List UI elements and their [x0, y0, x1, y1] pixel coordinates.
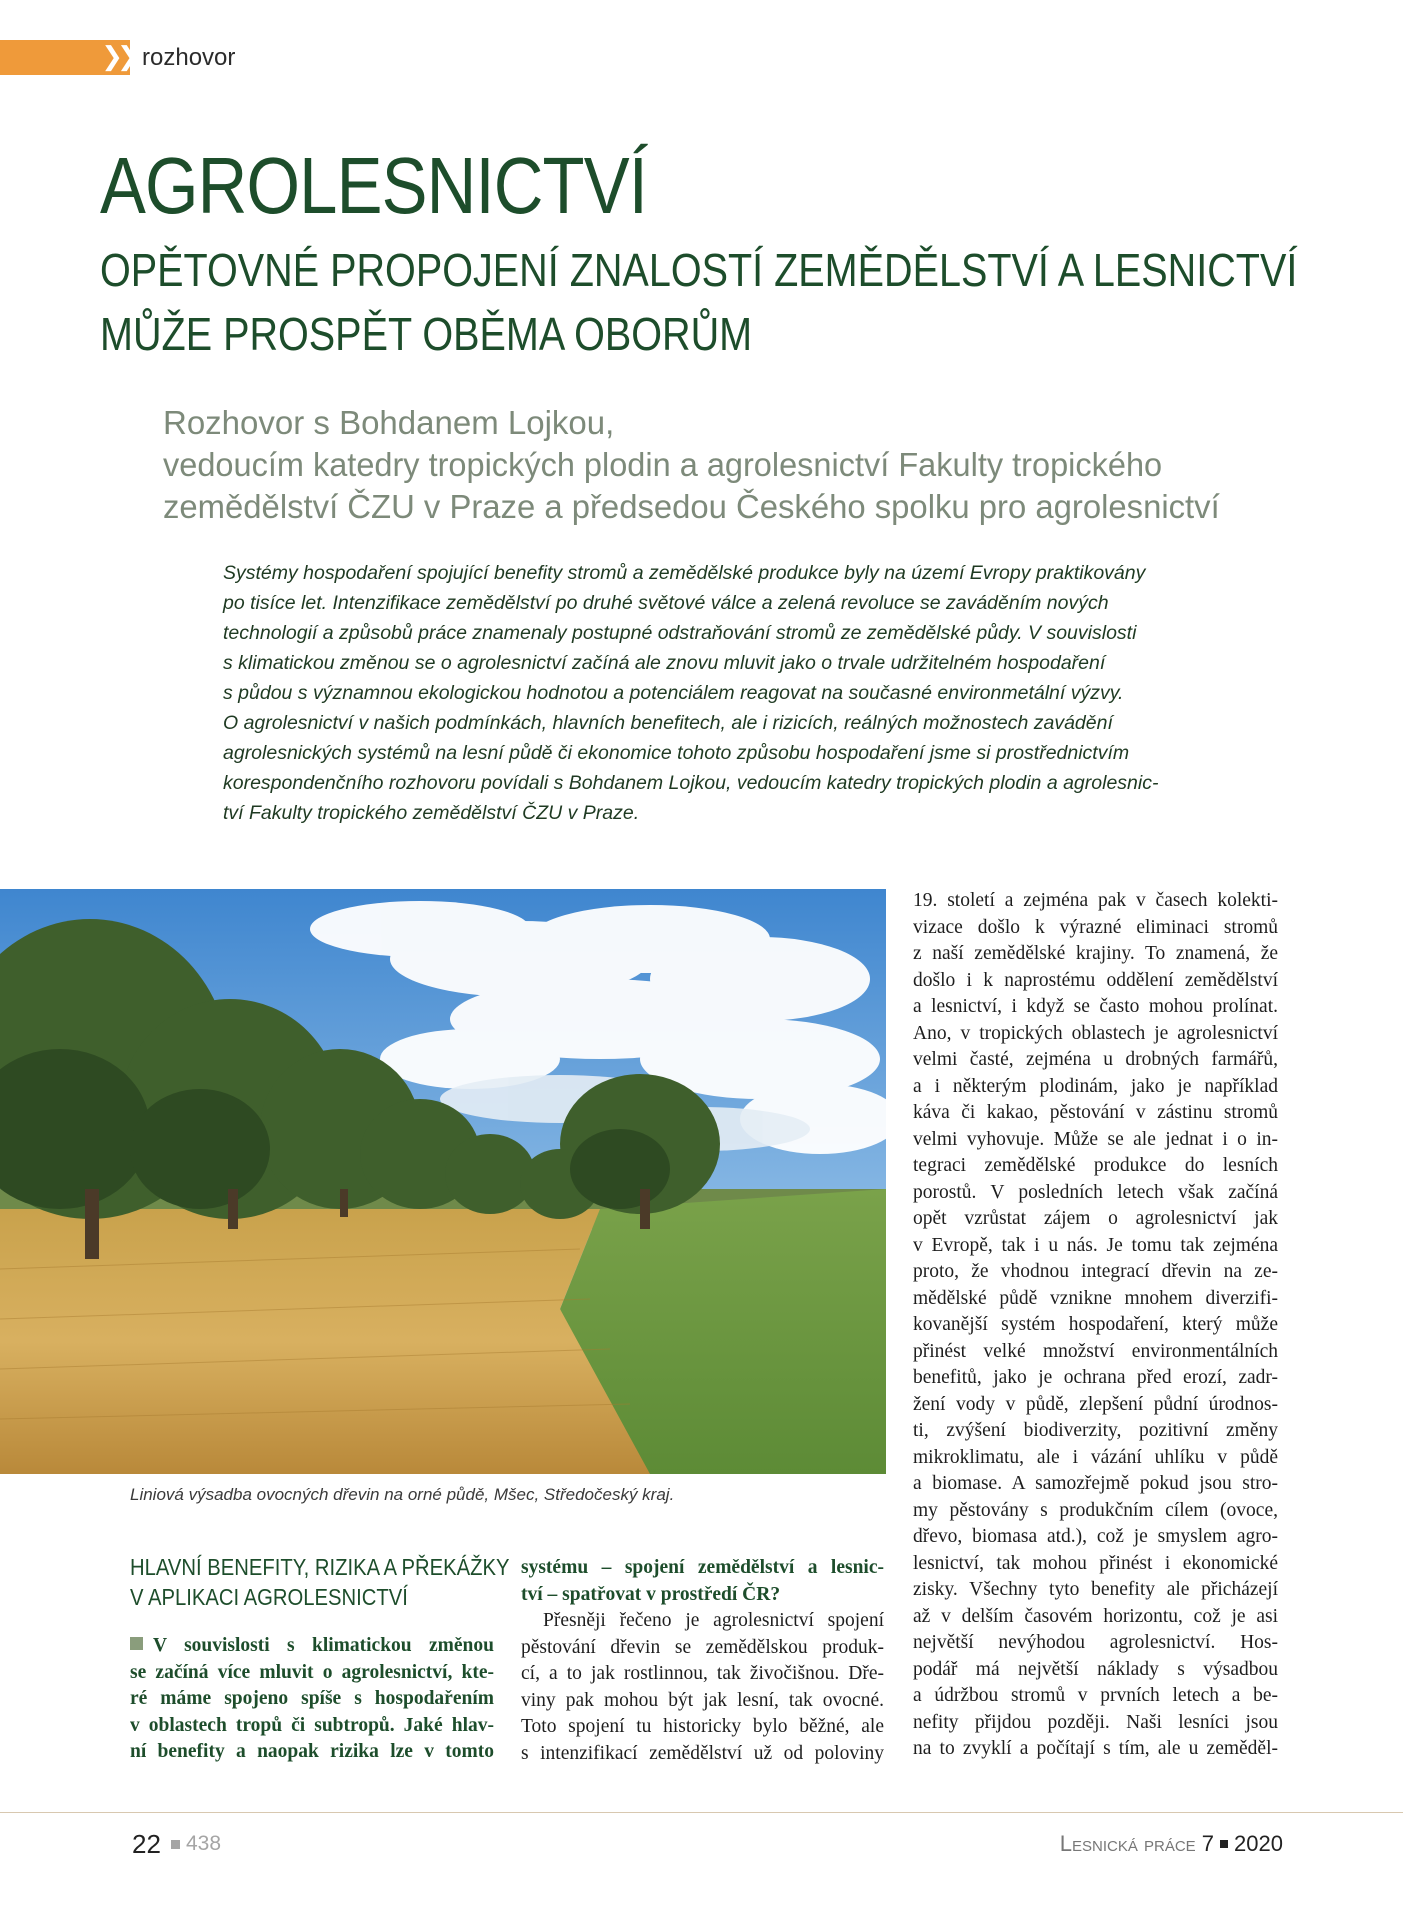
lead-line: korespondenčního rozhovoru povídali s Bohdanem Lojkou, vedoucím katedry tropických plodin a agrolesnic-	[223, 772, 1159, 794]
journal-name: Lesnická práce	[1059, 1831, 1196, 1856]
body-text-line: ti, zvýšení biodiverzity, pozitivní změny	[913, 1420, 1278, 1441]
body-text-line: nefity přijdou později. Naši lesníci jsou	[913, 1711, 1278, 1733]
body-text-line: my pěstovány s produkčním cílem (ovoce,	[913, 1499, 1278, 1521]
answer-line: Toto spojení tu historicky bylo běžné, ale	[521, 1716, 884, 1737]
question-line: v oblastech tropů či subtropů. Jaké hlav-	[130, 1714, 494, 1736]
question-line: V souvislosti s klimatickou změnou	[130, 1633, 494, 1660]
section-heading	[130, 1552, 509, 1612]
answer-line: cí, a to jak rostlinnou, tak živočišnou. Dře-	[521, 1663, 884, 1684]
body-text-line: proto, že vhodnou integrací dřevin na ze-	[913, 1261, 1278, 1282]
answer-line: pěstování dřevin se zemědělskou produk-	[521, 1636, 884, 1658]
body-text-line: káva či kakao, pěstování v zástinu stromů	[913, 1102, 1278, 1123]
lead-line: Systémy hospodaření spojující benefity stromů a zemědělské produkce byly na území Evropy praktikovány	[223, 562, 1146, 584]
square-separator-icon	[1220, 1840, 1228, 1848]
chevron-right-icon: ❯❯	[101, 42, 133, 72]
article-subtitle-line: OPĚTOVNÉ PROPOJENÍ ZNALOSTÍ ZEMĚDĚLSTVÍ A LESNICTVÍ	[100, 244, 1298, 296]
lead-line: tví Fakulty tropického zemědělství ČZU v Praze.	[223, 802, 640, 824]
body-text-line: kovanější systém hospodaření, který může	[913, 1314, 1278, 1335]
body-text-line: došlo i k naprostému oddělení zemědělství	[913, 969, 1278, 991]
lead-line: O agrolesnictví v našich podmínkách, hlavních benefitech, ale i rizicích, reálných možnostech zavádění	[223, 712, 1113, 734]
article-lead	[223, 558, 1233, 828]
body-text-line: velmi časté, zejména u drobných farmářů,	[913, 1049, 1278, 1070]
square-separator-icon	[171, 1840, 180, 1849]
question-line: se začíná více mluvit o agrolesnictví, kte-	[130, 1661, 494, 1683]
body-text-line: a biomase. A samozřejmě pokud jsou stro-	[913, 1473, 1278, 1494]
lead-line: s půdou s významnou ekologickou hodnotou a potenciálem reagovat na současné environmetální výzvy.	[223, 682, 1124, 704]
question-line: ní benefity a naopak rizika lze v tomto	[130, 1741, 494, 1762]
photo-caption: Liniová výsadba ovocných dřevin na orné půdě, Mšec, Středočeský kraj.	[130, 1485, 675, 1504]
body-text-line: až v delším časovém horizontu, což je asi	[913, 1605, 1278, 1627]
section-label: rozhovor	[142, 44, 236, 71]
author-line: zemědělství ČZU v Praze a předsedou Českého spolku pro agrolesnictví	[163, 488, 1220, 525]
author-line: vedoucím katedry tropických plodin a agrolesnictví Fakulty tropického	[163, 446, 1163, 483]
question-line: ré máme spojeno spíše s hospodařením	[130, 1688, 494, 1709]
body-text-line: mikroklimatu, ale i vázání uhlíku v půdě	[913, 1446, 1278, 1468]
question-line: systému – spojení zemědělství a lesnic-	[521, 1557, 884, 1578]
body-text-line: a lesnictví, i když se často mohou prolínat.	[913, 996, 1278, 1017]
body-column-left	[130, 1633, 494, 1766]
answer-line: viny pak mohou být jak lesní, tak ovocné.	[521, 1689, 884, 1711]
author-line: Rozhovor s Bohdanem Lojkou,	[163, 404, 615, 441]
body-text-line: a údržbou stromů v prvních letech a be-	[913, 1685, 1278, 1706]
body-text-line: žení vody v půdě, zlepšení půdní úrodnos-	[913, 1393, 1278, 1415]
body-text-line: porostů. V posledních letech však začíná	[913, 1181, 1278, 1203]
body-text-line: Ano, v tropických oblastech je agrolesnictví	[913, 1022, 1278, 1044]
body-text-line: přinést velké množství environmentálních	[913, 1340, 1278, 1362]
lead-line: agrolesnických systémů na lesní půdě či ekonomice tohoto způsobu hospodaření jsme si prostřednictvím	[223, 742, 1130, 764]
body-text-line: tegraci zemědělské produkce do lesních	[913, 1155, 1278, 1176]
body-text-line: lesnictví, tak mohou přinést i ekonomické	[913, 1552, 1278, 1574]
issue-number: 7	[1201, 1831, 1215, 1856]
body-text-line: opět vzrůstat zájem o agrolesnictví jak	[913, 1208, 1278, 1229]
body-text-line: na to zvyklí a počítají s tím, ale u zeměděl-	[913, 1738, 1278, 1759]
section-heading-line: HLAVNÍ BENEFITY, RIZIKA A PŘEKÁŽKY	[130, 1554, 510, 1580]
footer-divider	[0, 1812, 1403, 1813]
article-title: AGROLESNICTVÍ	[100, 141, 647, 230]
answer-line: s intenzifikací zemědělství už od poloviny	[521, 1742, 884, 1764]
question-line: tví – spatřovat v prostředí ČR?	[521, 1583, 781, 1605]
lead-line: s klimatickou změnou se o agrolesnictví začíná ale znovu mluvit jako o trvale udržitelném hospodaření	[223, 652, 1106, 674]
article-subtitle-line: MŮŽE PROSPĚT OBĚMA OBORŮM	[100, 308, 753, 360]
page-number: 22	[132, 1829, 161, 1859]
bullet-square-icon	[130, 1637, 143, 1650]
journal-issue	[1060, 1831, 1283, 1857]
body-text-line: a i některým plodinám, jako je například	[913, 1075, 1278, 1097]
body-text-line: největší nevýhodou agrolesnictví. Hos-	[913, 1632, 1278, 1653]
body-text-line: podář má největší náklady s výsadbou	[913, 1658, 1278, 1680]
body-text-line: z naší zemědělské krajiny. To znamená, že	[913, 943, 1278, 964]
body-text-line: benefitů, jako je ochrana před erozí, zadr-	[913, 1367, 1278, 1388]
body-column-right	[913, 888, 1278, 1763]
body-text-line: dřevo, biomasa atd.), což je smyslem agro-	[913, 1526, 1278, 1547]
answer-line: Přesněji řečeno je agrolesnictví spojení	[543, 1610, 884, 1631]
body-column-middle	[521, 1555, 884, 1767]
body-text-line: velmi vyhovuje. Může se ale jednat i o in-	[913, 1128, 1278, 1150]
lead-line: po tisíce let. Intenzifikace zemědělství po druhé světové válce a zelená revoluce se zaváděním nových	[223, 592, 1109, 614]
body-text-line: 19. století a zejména pak v časech kolekti-	[913, 890, 1278, 911]
body-text-line: zisky. Všechny tyto benefity ale přicházejí	[913, 1579, 1278, 1600]
body-text-line: vizace došlo k výrazné eliminaci stromů	[913, 916, 1278, 938]
orchard-photo	[0, 889, 886, 1474]
lead-line: technologií a způsobů práce znamenaly postupné odstraňování stromů ze zemědělské půdy. V souvislosti	[223, 622, 1137, 644]
body-text-line: v Evropě, tak i u nás. Je tomu tak zejména	[913, 1234, 1278, 1256]
body-text-line: mědělské půdě vznikne mnohem diverzifi-	[913, 1287, 1278, 1309]
page-total: 438	[186, 1832, 222, 1855]
issue-year: 2020	[1234, 1831, 1283, 1856]
section-heading-line: V APLIKACI AGROLESNICTVÍ	[130, 1584, 408, 1610]
